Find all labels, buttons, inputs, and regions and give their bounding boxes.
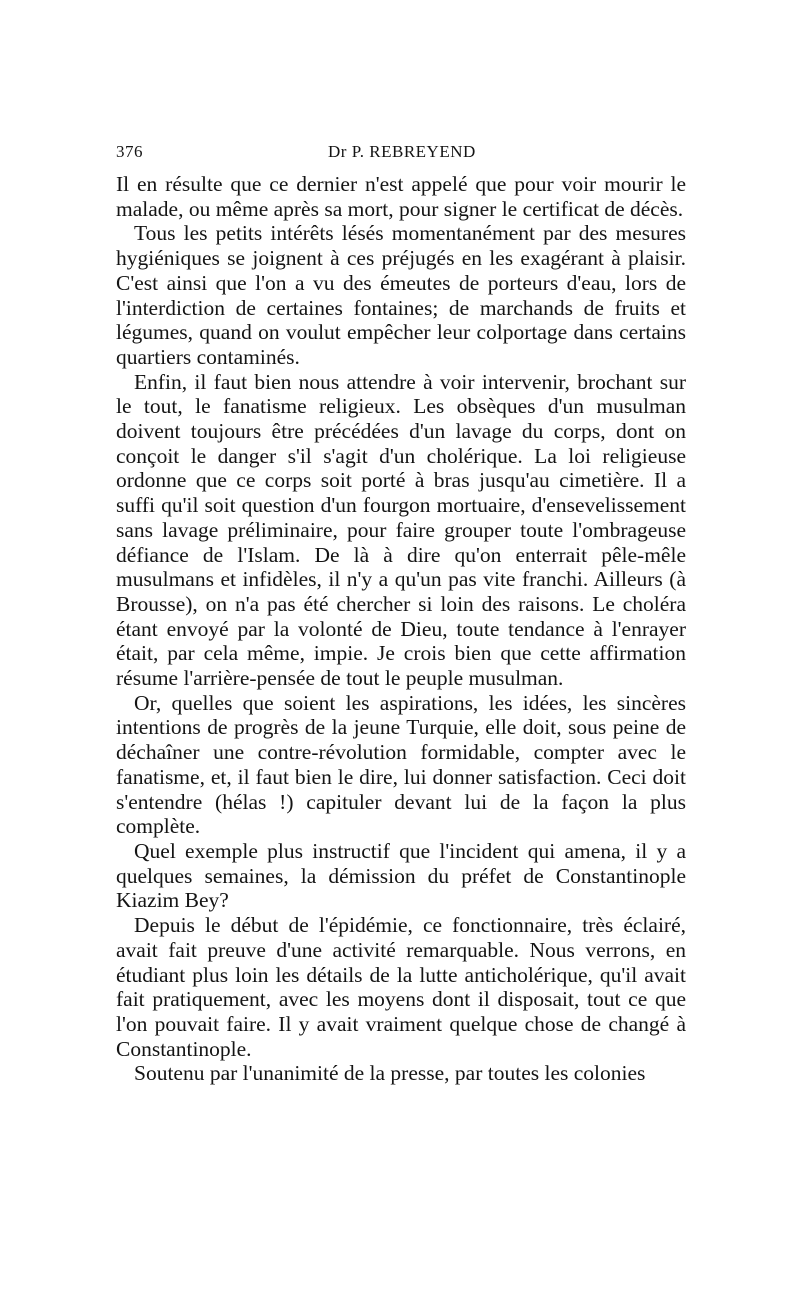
paragraph: Depuis le début de l'épidémie, ce fonctionnaire, très éclairé, avait fait preuve d'une activité remarquable. Nous verrons, en étudiant plus loin les détails de la lutte anticholérique, qu'il avait fait pratiquement, avec les moyens dont il disposait, tout ce que l'on pouvait faire. Il y avait vraiment quelque chose de changé à Constantinople. — [116, 913, 686, 1061]
paragraph: Or, quelles que soient les aspirations, les idées, les sincères intentions de progrès de la jeune Turquie, elle doit, sous peine de déchaîner une contre-révolution formidable, compter avec le fanatisme, et, il faut bien le dire, lui donner satisfaction. Ceci doit s'entendre (hélas !) capituler devant lui de la façon la plus complète. — [116, 690, 686, 839]
paragraph: Quel exemple plus instructif que l'incident qui amena, il y a quelques semaines, la démission du préfet de Constantinople Kiazim Bey? — [116, 838, 686, 913]
paragraph: Soutenu par l'unanimité de la presse, par toutes les colonies — [134, 1061, 646, 1086]
paragraph: Il en résulte que ce dernier n'est appelé que pour voir mourir le malade, ou même après sa mort, pour signer le certificat de décès. — [116, 172, 686, 221]
running-title: Dr P. REBREYEND — [328, 142, 476, 161]
body-text — [116, 172, 686, 1086]
paragraph: Tous les petits intérêts lésés momentanément par des mesures hygiéniques se joignent à ces préjugés en les exagérant à plaisir. C'est ainsi que l'on a vu des émeutes de porteurs d'eau, lors de l'interdiction de certaines fontaines; de marchands de fruits et légumes, quand on voulut empêcher leur colportage dans certains quartiers contaminés. — [116, 221, 686, 369]
page-number: 376 — [116, 142, 143, 161]
running-head — [116, 142, 686, 166]
paragraph: Enfin, il faut bien nous attendre à voir intervenir, brochant sur le tout, le fanatisme religieux. Les obsèques d'un musulman doivent toujours être précédées d'un lavage du corps, dont on conçoit le danger s'il s'agit d'un cholérique. La loi religieuse ordonne que ce corps soit porté à bras jusqu'au cimetière. Il a suffi qu'il soit question d'un fourgon mortuaire, d'ensevelissement sans lavage préliminaire, pour faire grouper toute l'ombrageuse défiance de l'Islam. De là à dire qu'on enterrait pêle-mêle musulmans et infidèles, il n'y a qu'un pas vite franchi. Ailleurs (à Brousse), on n'a pas été chercher si loin des raisons. Le choléra étant envoyé par la volonté de Dieu, toute tendance à l'enrayer était, par cela même, impie. Je crois bien que cette affirmation résume l'arrière-pensée de tout le peuple musulman. — [116, 369, 686, 691]
